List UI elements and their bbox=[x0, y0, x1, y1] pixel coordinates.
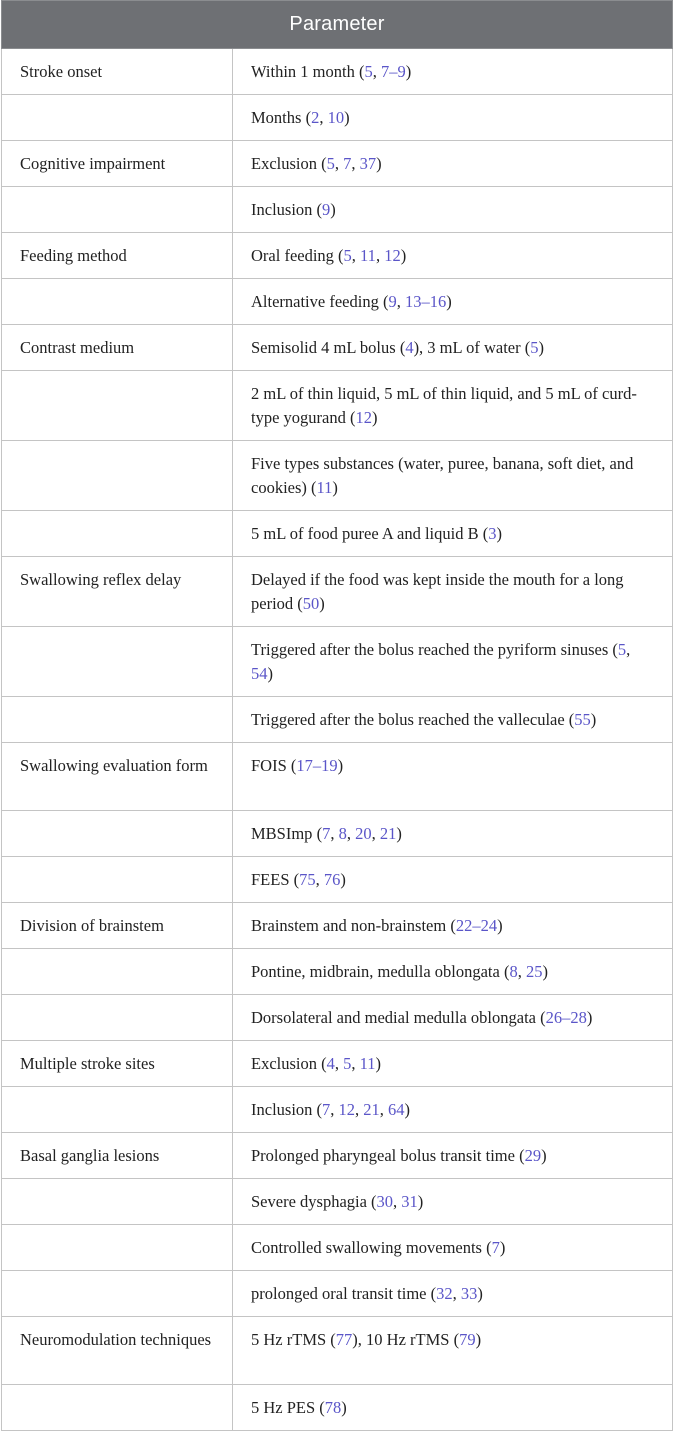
parameter-cell: Basal ganglia lesions bbox=[2, 1133, 233, 1179]
table-row bbox=[2, 511, 673, 557]
citation-link[interactable]: 12 bbox=[355, 408, 372, 427]
citation-link[interactable]: 5 bbox=[530, 338, 539, 357]
value-text: FOIS bbox=[251, 756, 287, 775]
value-text: Alternative feeding bbox=[251, 292, 379, 311]
table-row bbox=[2, 233, 673, 279]
table-header-row bbox=[2, 1, 673, 49]
table-row bbox=[2, 371, 673, 441]
table-row bbox=[2, 441, 673, 511]
citation-link[interactable]: 8 bbox=[338, 824, 347, 843]
citation-link[interactable]: 7 bbox=[322, 1100, 331, 1119]
citation-link[interactable]: 17–19 bbox=[296, 756, 338, 775]
table-row bbox=[2, 995, 673, 1041]
value-cell: 2 mL of thin liquid, 5 mL of thin liquid, and 5 mL of curd-type yogurand (12) bbox=[233, 371, 673, 441]
citation-link[interactable]: 31 bbox=[401, 1192, 418, 1211]
citation-link[interactable]: 37 bbox=[359, 154, 377, 173]
value-cell: Severe dysphagia (30, 31) bbox=[233, 1179, 673, 1225]
value-text: 5 mL of food puree A and liquid B bbox=[251, 524, 479, 543]
value-cell: 5 mL of food puree A and liquid B (3) bbox=[233, 511, 673, 557]
parameter-cell bbox=[2, 1385, 233, 1431]
citation-link[interactable]: 20 bbox=[355, 824, 372, 843]
citation-link[interactable]: 7 bbox=[343, 154, 352, 173]
value-cell: Five types substances (water, puree, banana, soft diet, and cookies) (11) bbox=[233, 441, 673, 511]
citation-link[interactable]: 21 bbox=[363, 1100, 380, 1119]
value-text: Inclusion bbox=[251, 200, 313, 219]
citation-link[interactable]: 22–24 bbox=[455, 916, 498, 935]
table-row bbox=[2, 697, 673, 743]
value-cell: Delayed if the food was kept inside the mouth for a long period (50) bbox=[233, 557, 673, 627]
parameter-cell bbox=[2, 995, 233, 1041]
table-row bbox=[2, 325, 673, 371]
value-cell: 5 Hz PES (78) bbox=[233, 1385, 673, 1431]
value-cell: Alternative feeding (9, 13–16) bbox=[233, 279, 673, 325]
citation-link[interactable]: 54 bbox=[251, 664, 268, 683]
value-cell: Exclusion (4, 5, 11) bbox=[233, 1041, 673, 1087]
value-text: Exclusion bbox=[251, 1054, 317, 1073]
parameter-cell: Division of brainstem bbox=[2, 903, 233, 949]
table-row bbox=[2, 95, 673, 141]
parameter-cell bbox=[2, 371, 233, 441]
citation-link[interactable]: 79 bbox=[459, 1330, 476, 1349]
value-text: Within 1 month bbox=[251, 62, 355, 81]
value-text: FEES bbox=[251, 870, 290, 889]
value-cell: Prolonged pharyngeal bolus transit time (29) bbox=[233, 1133, 673, 1179]
citation-link[interactable]: 9 bbox=[322, 200, 331, 219]
citation-link[interactable]: 12 bbox=[338, 1100, 356, 1119]
parameter-cell bbox=[2, 1087, 233, 1133]
parameter-cell: Cognitive impairment bbox=[2, 141, 233, 187]
value-text: 5 Hz rTMS (77), 10 Hz rTMS bbox=[251, 1330, 450, 1349]
value-text: Exclusion bbox=[251, 154, 317, 173]
value-text: Delayed if the food was kept inside the mouth for a long period bbox=[251, 570, 624, 613]
citation-link[interactable]: 2 bbox=[311, 108, 320, 127]
parameter-cell bbox=[2, 1179, 233, 1225]
parameter-cell: Stroke onset bbox=[2, 49, 233, 95]
table-row bbox=[2, 1225, 673, 1271]
table-row bbox=[2, 1041, 673, 1087]
citation-link[interactable]: 4 bbox=[326, 1054, 335, 1073]
citation-link[interactable]: 7–9 bbox=[380, 62, 406, 81]
citation-link[interactable]: 29 bbox=[524, 1146, 542, 1165]
table-row bbox=[2, 743, 673, 811]
table-row bbox=[2, 949, 673, 995]
value-cell: Inclusion (7, 12, 21, 64) bbox=[233, 1087, 673, 1133]
table-row bbox=[2, 1087, 673, 1133]
value-cell: Brainstem and non-brainstem (22–24) bbox=[233, 903, 673, 949]
value-cell: FEES (75, 76) bbox=[233, 857, 673, 903]
value-cell: Controlled swallowing movements (7) bbox=[233, 1225, 673, 1271]
citation-link[interactable]: 21 bbox=[379, 824, 397, 843]
value-cell: Triggered after the bolus reached the valleculae (55) bbox=[233, 697, 673, 743]
table-row bbox=[2, 857, 673, 903]
value-cell: Dorsolateral and medial medulla oblongata (26–28) bbox=[233, 995, 673, 1041]
citation-link[interactable]: 11 bbox=[316, 478, 333, 497]
citation-link[interactable]: 7 bbox=[322, 824, 331, 843]
parameter-cell bbox=[2, 697, 233, 743]
citation-link[interactable]: 50 bbox=[302, 594, 320, 613]
parameter-cell bbox=[2, 95, 233, 141]
value-cell: Months (2, 10) bbox=[233, 95, 673, 141]
citation-link[interactable]: 30 bbox=[376, 1192, 394, 1211]
table-row bbox=[2, 1317, 673, 1385]
citation-link[interactable]: 3 bbox=[488, 524, 497, 543]
parameter-cell bbox=[2, 511, 233, 557]
table-row bbox=[2, 1179, 673, 1225]
parameter-cell bbox=[2, 857, 233, 903]
citation-link[interactable]: 26–28 bbox=[545, 1008, 587, 1027]
citation-link[interactable]: 5 bbox=[326, 154, 335, 173]
value-text: Severe dysphagia bbox=[251, 1192, 367, 1211]
value-text: Triggered after the bolus reached the pyriform sinuses bbox=[251, 640, 609, 659]
parameter-cell bbox=[2, 187, 233, 233]
value-text: Dorsolateral and medial medulla oblongata bbox=[251, 1008, 536, 1027]
parameter-cell bbox=[2, 949, 233, 995]
parameter-cell bbox=[2, 279, 233, 325]
citation-link[interactable]: 75 bbox=[299, 870, 316, 889]
value-cell: Pontine, midbrain, medulla oblongata (8, 25) bbox=[233, 949, 673, 995]
citation-link[interactable]: 12 bbox=[384, 246, 401, 265]
table-header-title: Parameter bbox=[2, 1, 673, 49]
table-row bbox=[2, 557, 673, 627]
parameter-cell: Multiple stroke sites bbox=[2, 1041, 233, 1087]
parameter-table-container bbox=[1, 0, 672, 1431]
value-text: Triggered after the bolus reached the valleculae bbox=[251, 710, 565, 729]
citation-link[interactable]: 7 bbox=[491, 1238, 500, 1257]
value-text: 2 mL of thin liquid, 5 mL of thin liquid, and 5 mL of curd-type yogurand bbox=[251, 384, 637, 427]
value-cell: Oral feeding (5, 11, 12) bbox=[233, 233, 673, 279]
value-text: Months bbox=[251, 108, 302, 127]
value-cell: FOIS (17–19) bbox=[233, 743, 673, 811]
value-cell: Triggered after the bolus reached the pyriform sinuses (5, 54) bbox=[233, 627, 673, 697]
parameter-cell: Swallowing reflex delay bbox=[2, 557, 233, 627]
citation-link[interactable]: 11 bbox=[360, 246, 376, 265]
parameter-cell bbox=[2, 441, 233, 511]
citation-link[interactable]: 64 bbox=[388, 1100, 405, 1119]
citation-link[interactable]: 8 bbox=[509, 962, 518, 981]
parameter-cell bbox=[2, 627, 233, 697]
citation-link[interactable]: 5 bbox=[343, 1054, 352, 1073]
value-cell: Exclusion (5, 7, 37) bbox=[233, 141, 673, 187]
citation-link[interactable]: 77 bbox=[335, 1330, 353, 1349]
citation-link[interactable]: 13–16 bbox=[404, 292, 447, 311]
citation-link[interactable]: 78 bbox=[324, 1398, 342, 1417]
value-text: 5 Hz PES bbox=[251, 1398, 316, 1417]
table-row bbox=[2, 187, 673, 233]
table-row bbox=[2, 1271, 673, 1317]
value-text: Pontine, midbrain, medulla oblongata bbox=[251, 962, 500, 981]
value-cell: Inclusion (9) bbox=[233, 187, 673, 233]
parameter-cell: Feeding method bbox=[2, 233, 233, 279]
parameter-table bbox=[1, 0, 673, 1431]
citation-link[interactable]: 76 bbox=[323, 870, 341, 889]
parameter-cell bbox=[2, 811, 233, 857]
parameter-cell bbox=[2, 1225, 233, 1271]
parameter-cell: Swallowing evaluation form bbox=[2, 743, 233, 811]
value-cell: 5 Hz rTMS (77), 10 Hz rTMS (79) bbox=[233, 1317, 673, 1385]
table-row bbox=[2, 903, 673, 949]
table-row bbox=[2, 49, 673, 95]
table-row bbox=[2, 279, 673, 325]
table-row bbox=[2, 627, 673, 697]
table-row bbox=[2, 1133, 673, 1179]
citation-link[interactable]: 10 bbox=[327, 108, 345, 127]
citation-link[interactable]: 5 bbox=[343, 246, 352, 265]
citation-link[interactable]: 9 bbox=[388, 292, 397, 311]
value-text: Inclusion bbox=[251, 1100, 313, 1119]
parameter-cell: Contrast medium bbox=[2, 325, 233, 371]
value-text: Prolonged pharyngeal bolus transit time bbox=[251, 1146, 515, 1165]
table-row bbox=[2, 811, 673, 857]
citation-link[interactable]: 55 bbox=[574, 710, 591, 729]
citation-link[interactable]: 4 bbox=[405, 338, 414, 357]
value-text: Brainstem and non-brainstem bbox=[251, 916, 447, 935]
citation-link[interactable]: 5 bbox=[364, 62, 373, 81]
table-row bbox=[2, 141, 673, 187]
value-text: Five types substances (water, puree, banana, soft diet, and cookies) bbox=[251, 454, 634, 497]
table-row bbox=[2, 1385, 673, 1431]
citation-link[interactable]: 5 bbox=[617, 640, 627, 659]
value-cell: prolonged oral transit time (32, 33) bbox=[233, 1271, 673, 1317]
value-cell: Within 1 month (5, 7–9) bbox=[233, 49, 673, 95]
value-cell: MBSImp (7, 8, 20, 21) bbox=[233, 811, 673, 857]
citation-link[interactable]: 32 bbox=[436, 1284, 453, 1303]
citation-link[interactable]: 11 bbox=[359, 1054, 376, 1073]
value-text: MBSImp bbox=[251, 824, 313, 843]
value-text: Semisolid 4 mL bolus (4), 3 mL of water bbox=[251, 338, 521, 357]
citation-link[interactable]: 25 bbox=[525, 962, 543, 981]
citation-link[interactable]: 33 bbox=[460, 1284, 478, 1303]
value-text: Controlled swallowing movements bbox=[251, 1238, 482, 1257]
parameter-cell: Neuromodulation techniques bbox=[2, 1317, 233, 1385]
table-body bbox=[2, 49, 673, 1431]
value-text: Oral feeding bbox=[251, 246, 334, 265]
value-text: prolonged oral transit time bbox=[251, 1284, 427, 1303]
value-cell: Semisolid 4 mL bolus (4), 3 mL of water (5) bbox=[233, 325, 673, 371]
parameter-cell bbox=[2, 1271, 233, 1317]
